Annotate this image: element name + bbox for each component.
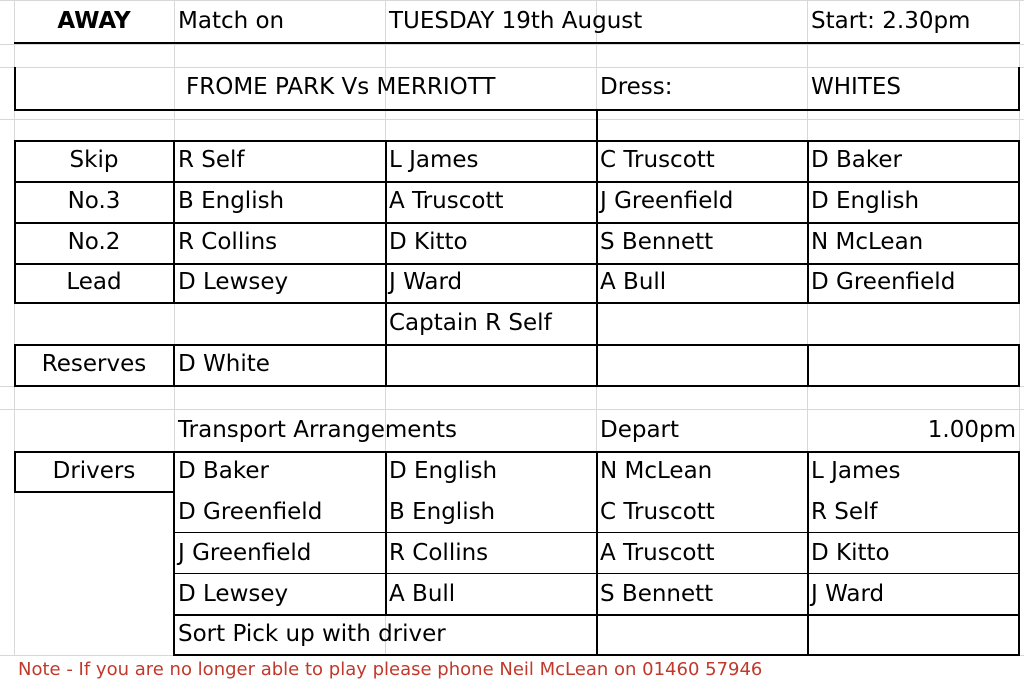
rink-cell: J Ward — [389, 271, 463, 294]
away-label: AWAY — [57, 10, 131, 33]
pickup-note: Sort Pick up with driver — [178, 623, 446, 646]
driver-cell: D Greenfield — [178, 501, 323, 524]
start-time: Start: 2.30pm — [811, 10, 971, 33]
driver-cell: L James — [811, 460, 901, 483]
driver-cell: A Truscott — [600, 542, 715, 565]
rink-cell: D Greenfield — [811, 271, 956, 294]
driver-cell: J Greenfield — [178, 542, 312, 565]
dress-value: WHITES — [811, 76, 902, 99]
driver-cell: D Lewsey — [178, 583, 289, 606]
match-date: TUESDAY 19th August — [389, 10, 643, 33]
captain-label: Captain R Self — [389, 312, 552, 335]
rink-cell: B English — [178, 190, 285, 213]
rink-cell: L James — [389, 149, 479, 172]
driver-cell: R Collins — [389, 542, 489, 565]
rink-cell: S Bennett — [600, 231, 714, 254]
match-on-label: Match on — [178, 10, 285, 33]
driver-cell: N McLean — [600, 460, 713, 483]
depart-time: 1.00pm — [927, 419, 1016, 442]
rink-cell: R Collins — [178, 231, 278, 254]
rink-cell: N McLean — [811, 231, 924, 254]
fixture-teams: FROME PARK Vs MERRIOTT — [186, 76, 496, 99]
driver-cell: S Bennett — [600, 583, 714, 606]
driver-cell: B English — [389, 501, 496, 524]
driver-cell: J Ward — [811, 583, 885, 606]
rink-cell: R Self — [178, 149, 245, 172]
rink-cell: J Greenfield — [600, 190, 734, 213]
reserves-label: Reserves — [41, 353, 147, 376]
rink-cell: C Truscott — [600, 149, 715, 172]
rink-cell: A Truscott — [389, 190, 504, 213]
position-lead: Lead — [66, 271, 122, 294]
transport-title: Transport Arrangements — [178, 419, 458, 442]
rink-cell: D English — [811, 190, 920, 213]
position-no3: No.3 — [67, 190, 121, 213]
driver-cell: A Bull — [389, 583, 456, 606]
position-skip: Skip — [69, 149, 119, 172]
rink-cell: A Bull — [600, 271, 667, 294]
driver-cell: D English — [389, 460, 498, 483]
driver-cell: D Kitto — [811, 542, 890, 565]
drivers-label: Drivers — [52, 460, 136, 483]
depart-label: Depart — [600, 419, 680, 442]
rink-cell: D Lewsey — [178, 271, 289, 294]
position-no2: No.2 — [67, 231, 121, 254]
rink-cell: D Baker — [811, 149, 903, 172]
driver-cell: C Truscott — [600, 501, 715, 524]
reserve-name: D White — [178, 353, 270, 376]
driver-cell: R Self — [811, 501, 878, 524]
dress-label: Dress: — [600, 76, 673, 99]
rink-cell: D Kitto — [389, 231, 468, 254]
contact-note: Note - If you are no longer able to play please phone Neil McLean on 01460 57946 — [18, 661, 763, 679]
driver-cell: D Baker — [178, 460, 270, 483]
